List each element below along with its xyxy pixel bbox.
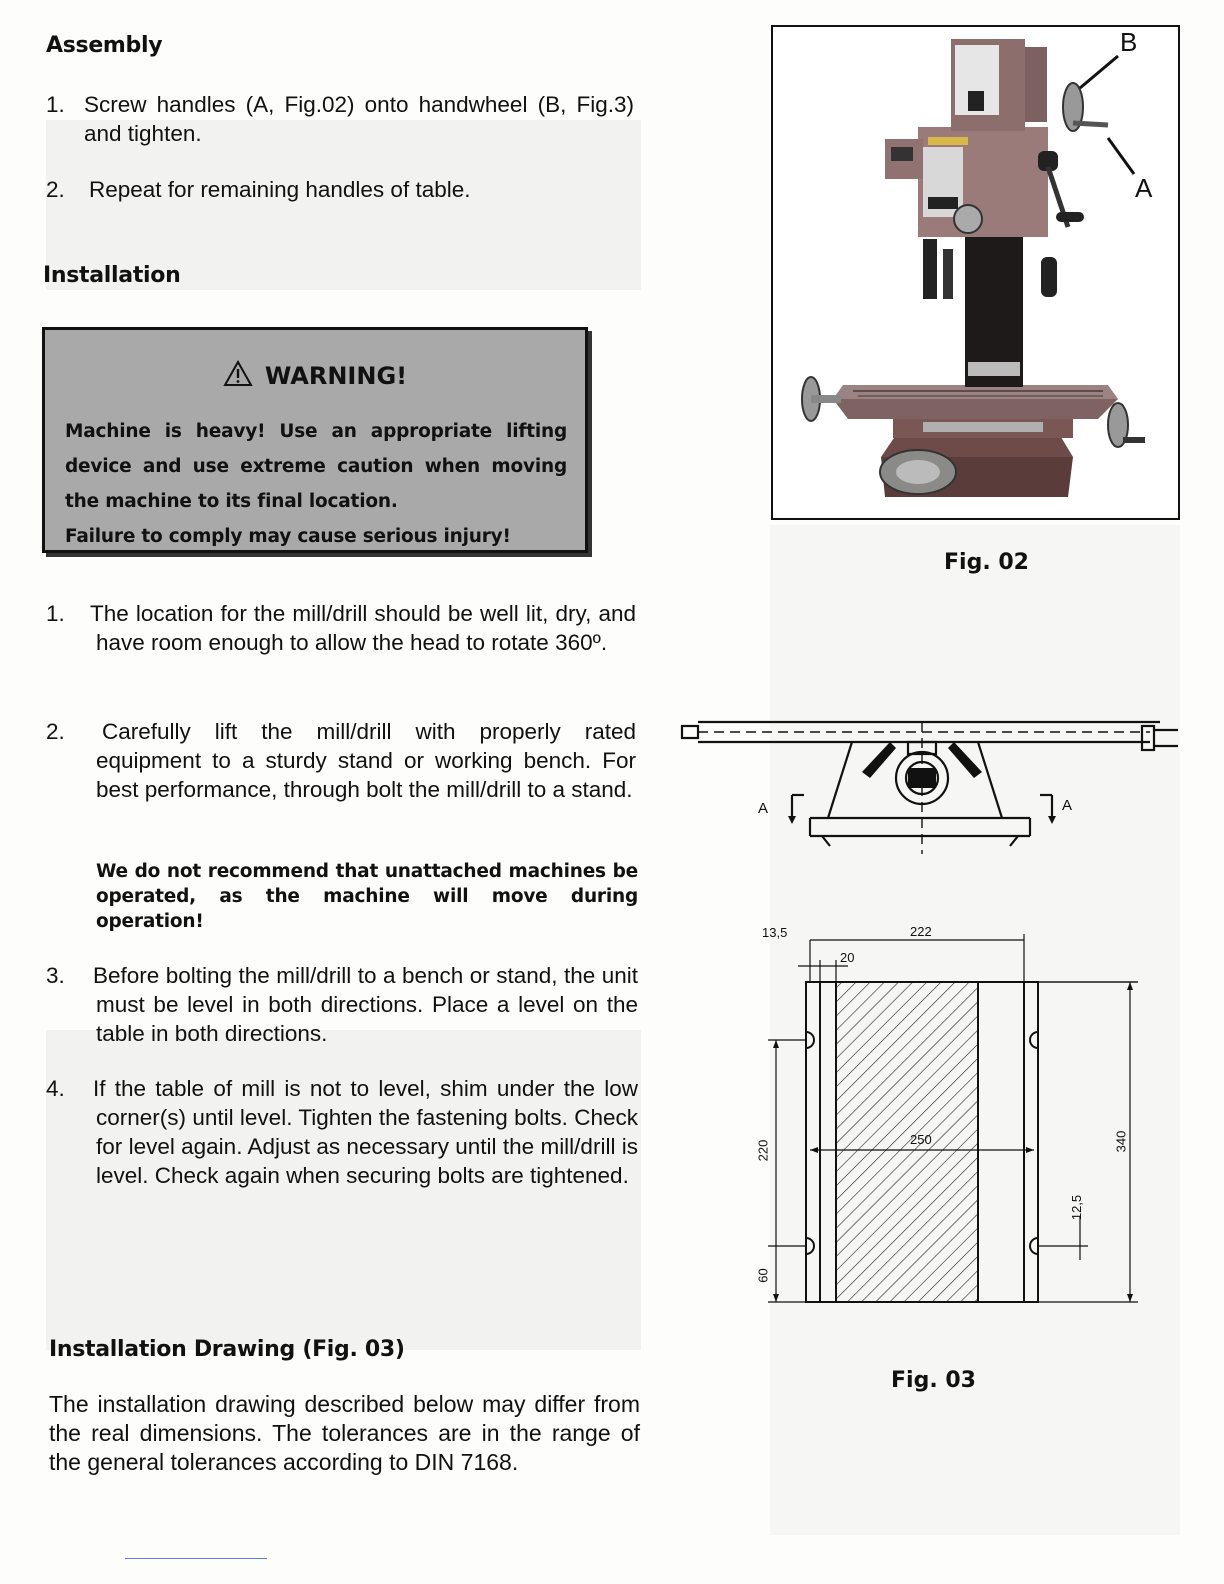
step-text: The location for the mill/drill should be well lit, dry, and have room enough to allow the head to rotate 360º. [90,601,636,655]
step-text: Screw handles (A, Fig.02) onto handwheel (B, Fig.3) and tighten. [84,92,634,146]
warning-triangle-icon [223,360,253,387]
dim-20: 20 [840,950,855,965]
step-text: Carefully lift the mill/drill with properly rated equipment to a sturdy stand or working bench. For best performance, through bolt the mill/drill to a stand. [96,719,636,802]
dim-13-5: 13,5 [762,925,788,940]
fig02-label-a: A [1135,173,1153,203]
fig02-label-b: B [1120,27,1138,57]
warning-title: WARNING! [264,362,408,390]
installation-heading: Installation [43,263,181,288]
assembly-step-2 [46,175,634,204]
drawing-paragraph: The installation drawing described below may differ from the real dimensions. The tolerances are in the range of the general tolerances according to DIN 7168. [49,1391,640,1475]
section-label-right: A [1062,797,1073,814]
dim-222: 222 [910,924,932,939]
assembly-step-1 [46,90,634,148]
fig03-caption: Fig. 03 [891,1368,976,1393]
step-text: Before bolting the mill/drill to a bench or stand, the unit must be level in both directions. Place a level on the table in both directions. [93,963,638,1046]
fig02-leader-lines [1070,50,1150,180]
footer-rule [125,1558,267,1559]
dim-12-5: 12,5 [1069,1194,1085,1221]
fig02-caption: Fig. 02 [944,550,1029,575]
warning-footer: Failure to comply may cause serious injury! [65,526,511,547]
step-number: 3. [46,963,65,988]
section-label-left: A [758,800,769,817]
warning-box [42,327,588,553]
dim-250: 250 [910,1132,932,1147]
fig03-plan-view [748,920,1148,1310]
warning-body [65,414,567,554]
installation-step-1 [46,599,636,657]
step-number: 2. [46,719,65,744]
step-number: 4. [46,1076,65,1101]
drawing-heading: Installation Drawing (Fig. 03) [49,1337,405,1362]
fig03-side-view [680,718,1180,858]
installation-step-2 [46,717,636,804]
step-text: Repeat for remaining handles of table. [89,177,471,202]
warning-text: Machine is heavy! Use an appropriate lifting device and use extreme caution when moving the machine to its final location. [65,421,567,512]
step-text: If the table of mill is not to level, shim under the low corner(s) until level. Tighten the fastening bolts. Check for level again. Adjust as necessary until the mill/drill is level. Check again when securing bolts are tightened. [93,1076,638,1188]
dim-220: 220 [755,1139,771,1162]
dim-60: 60 [755,1268,771,1283]
installation-step-3 [46,961,638,1048]
assembly-heading: Assembly [46,33,163,58]
step-number: 1. [46,92,65,117]
dim-340: 340 [1113,1130,1129,1153]
installation-step-4 [46,1074,638,1190]
warning-title-row [45,360,585,390]
step-number: 1. [46,601,65,626]
step-number: 2. [46,177,65,202]
mounting-note: We do not recommend that unattached machines be operated, as the machine will move during operation! [96,861,638,932]
